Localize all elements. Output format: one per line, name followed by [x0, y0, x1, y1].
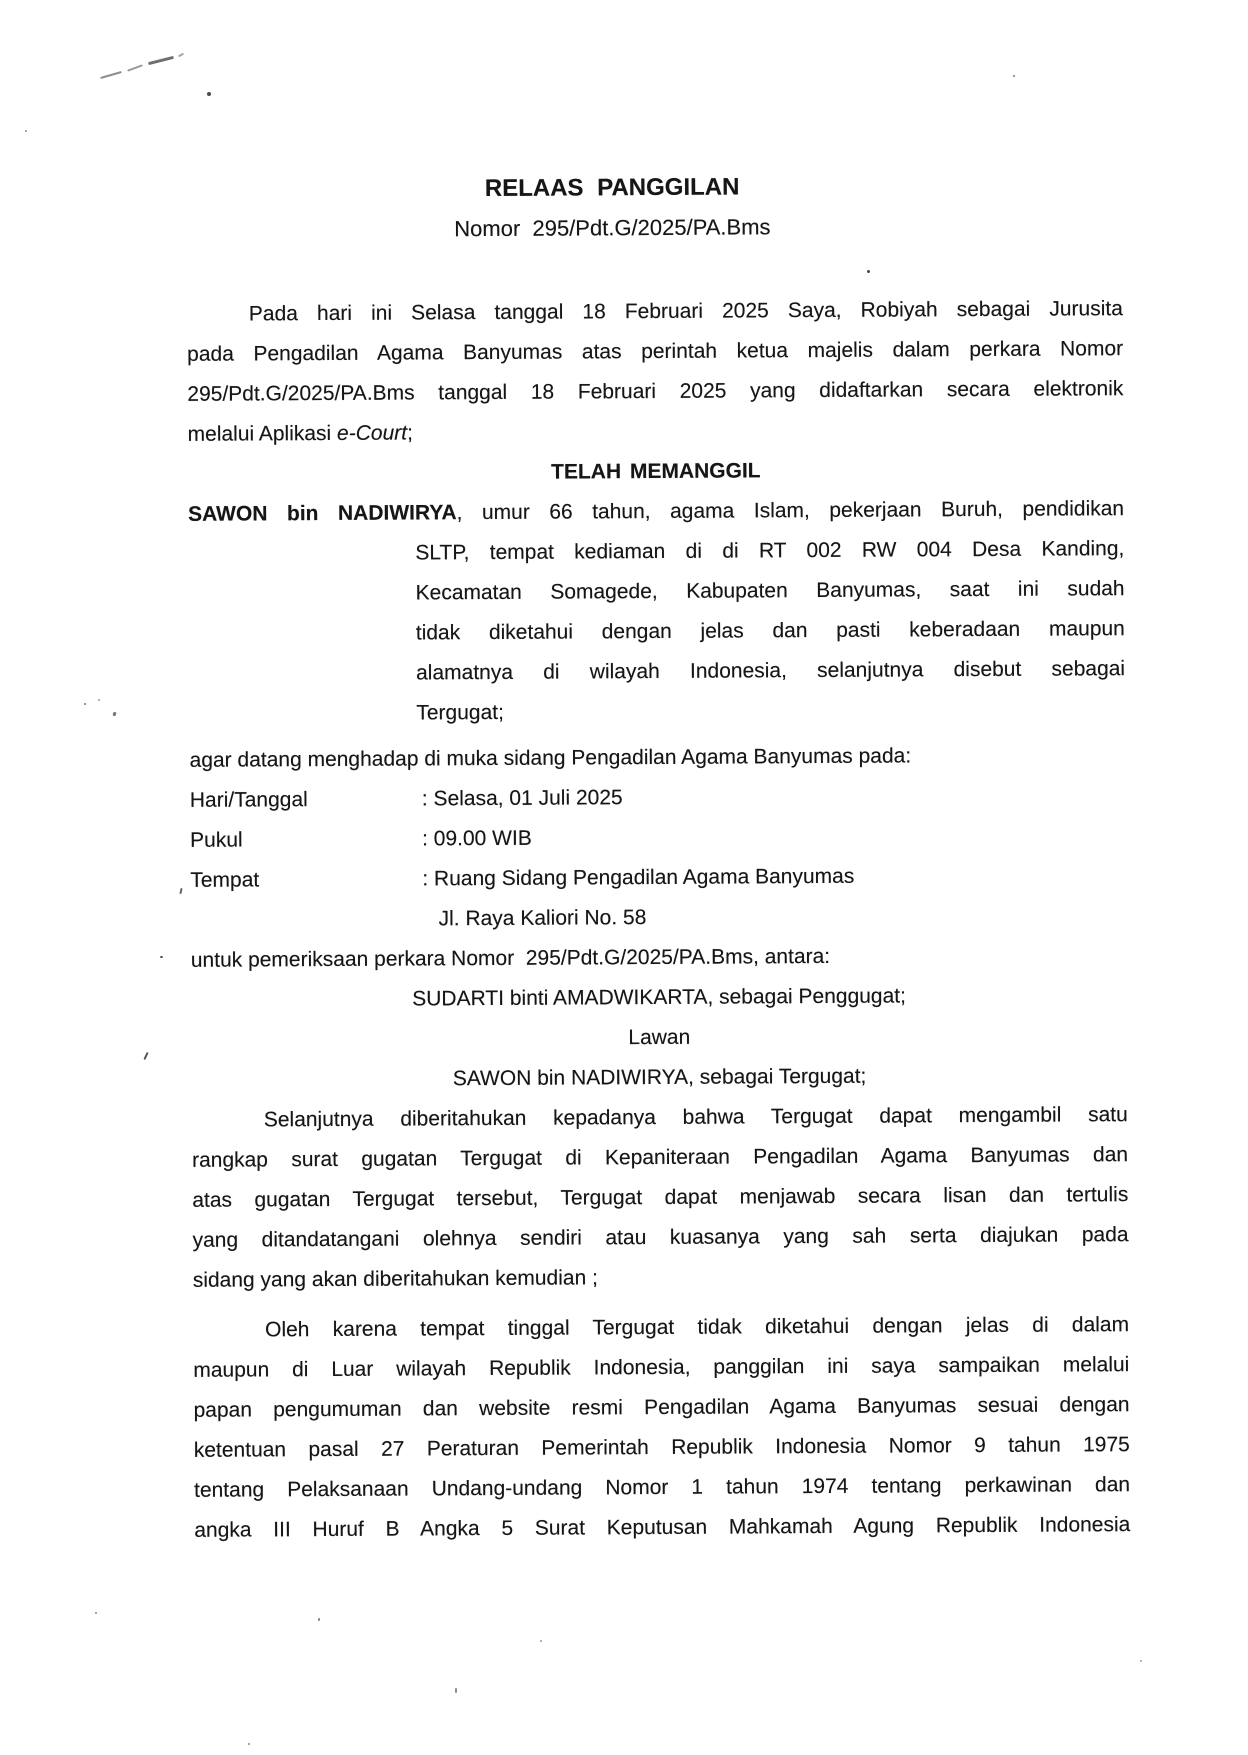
scan-speck	[95, 1612, 97, 1614]
scan-speck	[1013, 75, 1015, 77]
scan-speck	[455, 1688, 457, 1693]
summons-label: Hari/Tanggal	[189, 788, 308, 812]
ecourt-italic: e-Court	[336, 421, 408, 445]
plaintiff-line: SUDARTI binti AMADWIKARTA, sebagai Penggugat;	[412, 984, 906, 1011]
defendant-identity-rest: , umur 66 tahun, agama Islam, pekerjaan Buruh, pendidikan	[456, 497, 1125, 525]
closing-line: papan pengumuman dan website resmi Pengadilan Agama Banyumas sesuai dengan	[193, 1393, 1130, 1422]
scan-speck	[160, 956, 163, 958]
notice-line: Selanjutnya diberitahukan kepadanya bahwa Tergugat dapat mengambil satu	[263, 1103, 1128, 1132]
defendant-identity-line: alamatnya di wilayah Indonesia, selanjutnya disebut sebagai	[416, 657, 1126, 685]
defendant-identity-line: Kecamatan Somagede, Kabupaten Banyumas, saat ini sudah	[415, 577, 1125, 605]
scan-speck	[25, 130, 27, 132]
scan-mark	[100, 71, 122, 79]
defendant-name: SAWON bin NADIWIRYA	[188, 501, 457, 526]
defendant-identity-line	[188, 489, 1124, 535]
summons-value: : Ruang Sidang Pengadilan Agama Banyumas	[422, 864, 855, 891]
defendant-identity-line: SLTP, tempat kediaman di di RT 002 RW 004 Desa Kanding,	[415, 537, 1125, 565]
scan-speck	[540, 1640, 542, 1642]
summons-row-time	[190, 815, 1126, 861]
section-heading: TELAH MEMANGGIL	[551, 459, 761, 484]
closing-line: maupun di Luar wilayah Republik Indonesia, panggilan ini saya sampaikan melalui	[193, 1353, 1130, 1382]
case-number: Nomor 295/Pdt.G/2025/PA.Bms	[454, 214, 771, 242]
scan-speck	[1140, 1660, 1142, 1662]
scan-speck	[112, 712, 116, 717]
ecourt-prefix: melalui Aplikasi	[187, 421, 338, 446]
ecourt-suffix: ;	[406, 421, 413, 445]
case-examination-line: untuk pemeriksaan perkara Nomor 295/Pdt.G/2025/PA.Bms, antara:	[190, 944, 831, 972]
summons-value: : 09.00 WIB	[422, 826, 532, 851]
notice-line: rangkap surat gugatan Tergugat di Kepaniteraan Pengadilan Agama Banyumas dan	[191, 1143, 1129, 1172]
opening-line: 295/Pdt.G/2025/PA.Bms tanggal 18 Februari 2025 yang didaftarkan secara elektronik	[187, 377, 1124, 406]
defendant-identity-line: Tergugat;	[416, 700, 504, 725]
versus-line: Lawan	[628, 1025, 691, 1050]
notice-line: yang ditandatangani olehnya sendiri atau kuasanya yang sah serta diajukan pada	[192, 1223, 1129, 1252]
scan-speck	[867, 270, 870, 273]
scan-mark	[178, 53, 184, 58]
summons-label: Tempat	[190, 868, 260, 892]
closing-line: Oleh karena tempat tinggal Tergugat tidak diketahui dengan jelas di dalam	[265, 1313, 1130, 1342]
scan-speck	[179, 888, 182, 894]
scan-mark	[127, 64, 143, 71]
notice-line: atas gugatan Tergugat tersebut, Tergugat dapat menjawab secara lisan dan tertulis	[192, 1183, 1129, 1212]
scan-speck	[98, 699, 100, 701]
scan-speck	[248, 1743, 250, 1745]
scan-speck	[84, 703, 86, 705]
closing-line: angka III Huruf B Angka 5 Surat Keputusan Mahkamah Agung Republik Indonesia	[194, 1513, 1131, 1542]
summons-row-date	[190, 775, 1126, 821]
summons-row-place	[190, 855, 1126, 901]
document-body	[186, 165, 1130, 1551]
opening-line: Pada hari ini Selasa tanggal 18 Februari 2025 Saya, Robiyah sebagai Jurusita	[248, 297, 1123, 326]
scan-speck	[318, 1618, 320, 1621]
scan-speck	[207, 92, 211, 96]
summons-label: Pukul	[190, 828, 243, 852]
defendant-line: SAWON bin NADIWIRYA, sebagai Tergugat;	[452, 1064, 867, 1091]
defendant-identity-line: tidak diketahui dengan jelas dan pasti keberadaan maupun	[415, 617, 1125, 645]
summons-address-line: Jl. Raya Kaliori No. 58	[438, 906, 647, 931]
scan-speck	[143, 1052, 148, 1060]
closing-line: ketentuan pasal 27 Peraturan Pemerintah Republik Indonesia Nomor 9 tahun 1975	[193, 1433, 1130, 1462]
summons-value: : Selasa, 01 Juli 2025	[421, 786, 623, 811]
document-title: RELAAS PANGGILAN	[484, 173, 740, 203]
scan-mark	[148, 56, 174, 65]
opening-line-ecourt	[187, 409, 1123, 455]
opening-line: pada Pengadilan Agama Banyumas atas perintah ketua majelis dalam perkara Nomor	[187, 337, 1124, 366]
notice-line: sidang yang akan diberitahukan kemudian ;	[192, 1266, 598, 1292]
closing-line: tentang Pelaksanaan Undang-undang Nomor 1 tahun 1974 tentang perkawinan dan	[193, 1473, 1131, 1502]
summons-intro: agar datang menghadap di muka sidang Pengadilan Agama Banyumas pada:	[189, 744, 912, 772]
